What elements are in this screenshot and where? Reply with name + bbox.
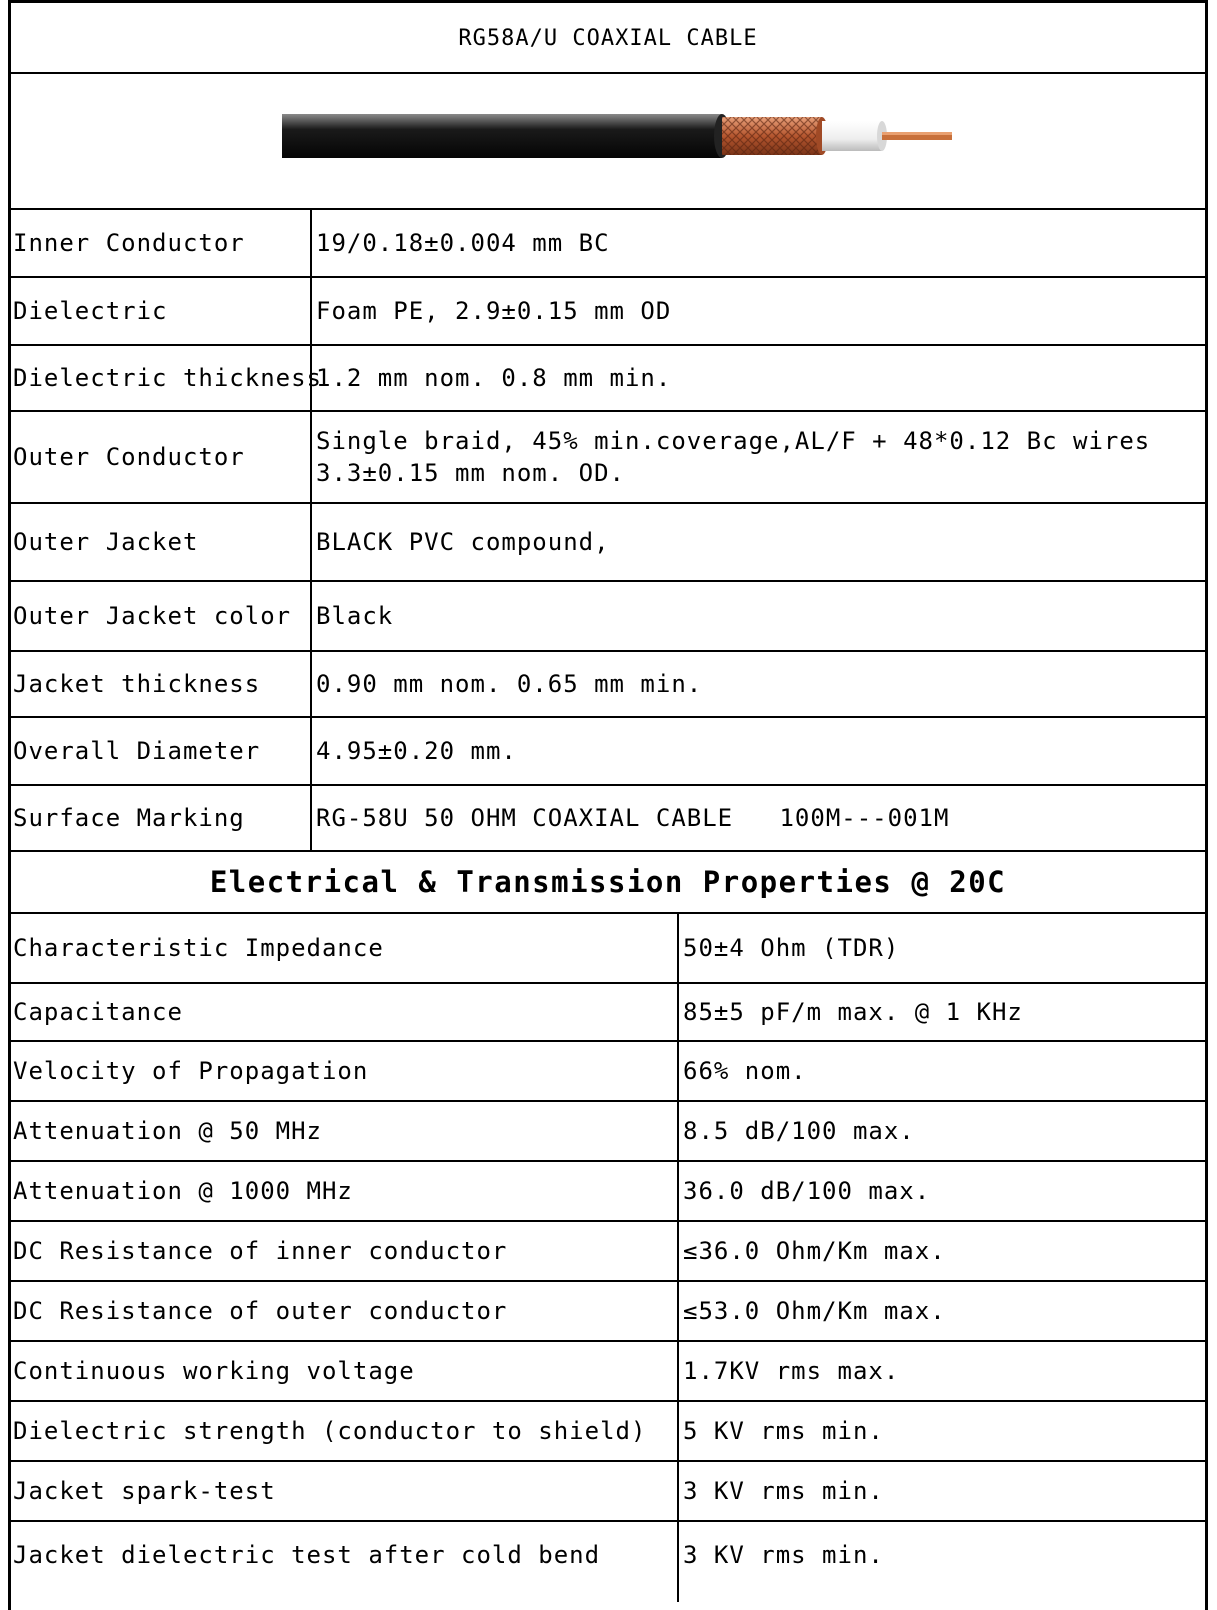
divider	[8, 982, 1208, 984]
property-label: Jacket dielectric test after cold bend	[13, 1541, 601, 1569]
spec-value: 0.90 mm nom. 0.65 mm min.	[316, 670, 703, 698]
property-label: Capacitance	[13, 998, 183, 1026]
spec-value: 19/0.18±0.004 mm BC	[316, 229, 610, 257]
property-value: 3 KV rms min.	[683, 1541, 884, 1569]
spec-label: Inner Conductor	[13, 229, 245, 257]
property-label: Jacket spark-test	[13, 1477, 276, 1505]
property-value: 36.0 dB/100 max.	[683, 1177, 931, 1205]
property-value: 50±4 Ohm (TDR)	[683, 934, 900, 962]
spec-label: Overall Diameter	[13, 737, 261, 765]
spec-value: 1.2 mm nom. 0.8 mm min.	[316, 364, 672, 392]
property-value: 5 KV rms min.	[683, 1417, 884, 1445]
property-value: ≤36.0 Ohm/Km max.	[683, 1237, 946, 1265]
property-value: 85±5 pF/m max. @ 1 KHz	[683, 998, 1023, 1026]
property-value: 3 KV rms min.	[683, 1477, 884, 1505]
property-label: Characteristic Impedance	[13, 934, 384, 962]
property-label: DC Resistance of inner conductor	[13, 1237, 508, 1265]
section-heading: Electrical & Transmission Properties @ 20C	[209, 865, 1007, 899]
spec-value-line: 3.3±0.15 mm nom. OD.	[316, 459, 625, 487]
spec-label: Dielectric thickness	[13, 364, 322, 392]
page-title: RG58A/U COAXIAL CABLE	[458, 25, 758, 51]
cable-image	[280, 112, 960, 162]
property-value: 66% nom.	[683, 1057, 807, 1085]
property-label: Attenuation @ 1000 MHz	[13, 1177, 353, 1205]
column-divider	[310, 208, 312, 850]
coaxial-cable-illustration-icon	[280, 112, 960, 162]
property-value: 1.7KV rms max.	[683, 1357, 900, 1385]
spec-value: Foam PE, 2.9±0.15 mm OD	[316, 297, 672, 325]
divider	[8, 72, 1208, 74]
spec-value: BLACK PVC compound,	[316, 528, 610, 556]
property-value: 8.5 dB/100 max.	[683, 1117, 915, 1145]
property-label: DC Resistance of outer conductor	[13, 1297, 508, 1325]
spec-label: Outer Jacket color	[13, 602, 292, 630]
property-label: Dielectric strength (conductor to shield)	[13, 1417, 647, 1445]
spec-label: Surface Marking	[13, 804, 245, 832]
property-value: ≤53.0 Ohm/Km max.	[683, 1297, 946, 1325]
spec-value	[316, 412, 1150, 502]
property-label: Velocity of Propagation	[13, 1057, 369, 1085]
property-label: Attenuation @ 50 MHz	[13, 1117, 322, 1145]
spec-value: Black	[316, 602, 394, 630]
spec-label: Outer Conductor	[13, 443, 245, 471]
spec-value: 4.95±0.20 mm.	[316, 737, 517, 765]
spec-value-line: Single braid, 45% min.coverage,AL/F + 48*0.12 Bc wires	[316, 427, 1151, 455]
column-divider	[677, 912, 679, 1602]
spec-label: Outer Jacket	[13, 528, 199, 556]
spec-label: Jacket thickness	[13, 670, 261, 698]
property-label: Continuous working voltage	[13, 1357, 415, 1385]
spec-value: RG-58U 50 OHM COAXIAL CABLE 100M---001M	[316, 804, 950, 832]
spec-label: Dielectric	[13, 297, 168, 325]
